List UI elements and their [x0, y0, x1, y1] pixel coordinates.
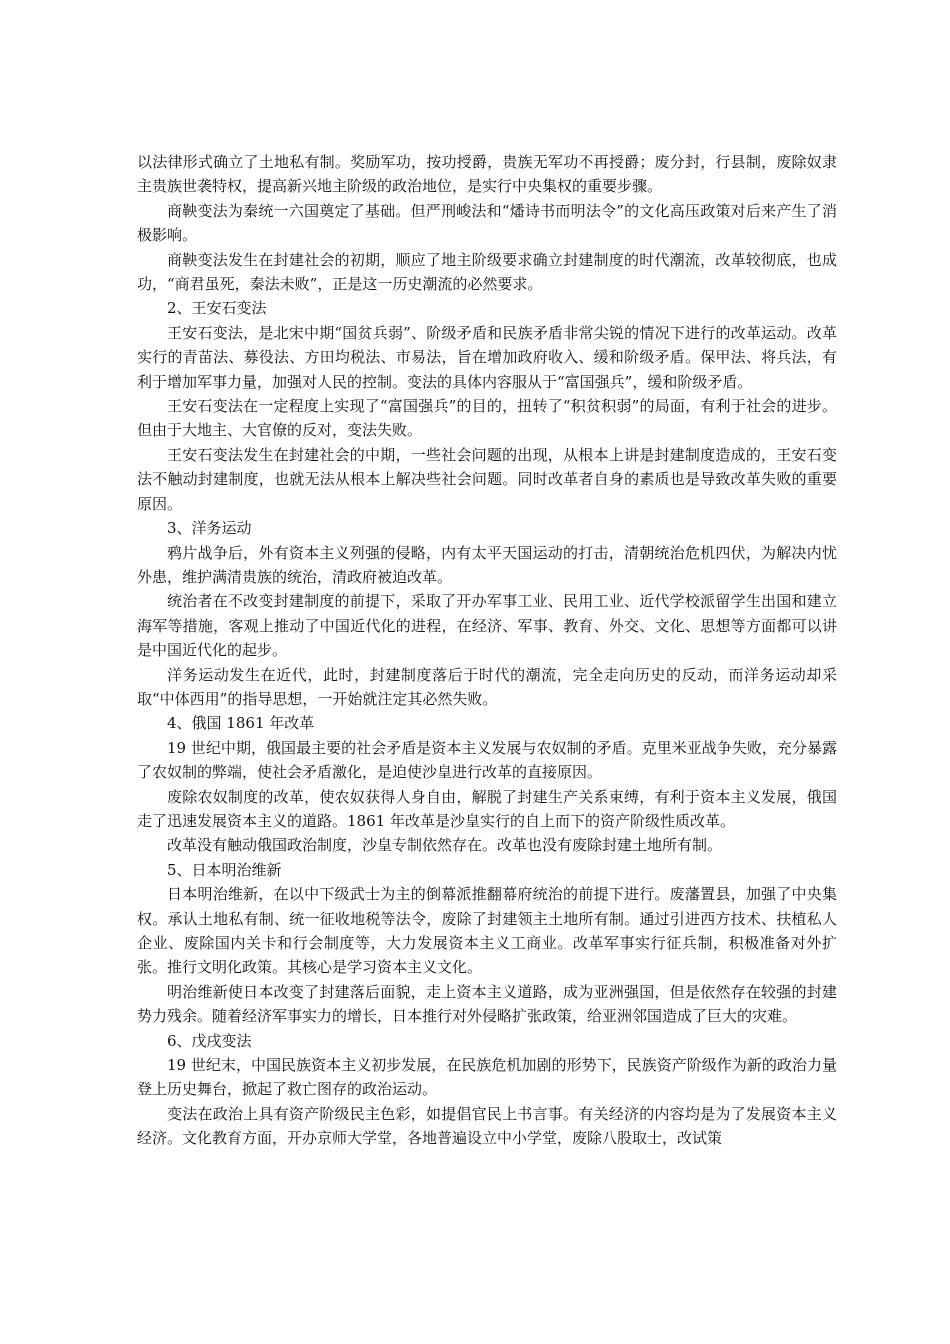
section-heading: 4、俄国 1861 年改革	[167, 714, 315, 733]
paragraph: 19 世纪中期，俄国最主要的社会矛盾是资本主义发展与农奴制的矛盾。克里米亚战争失败，充分暴露了农奴制的弊端，使社会矛盾激化，是迫使沙皇进行改革的直接原因。	[137, 738, 837, 782]
paragraph: 明治维新使日本改变了封建落后面貌，走上资本主义道路，成为亚洲强国，但是依然存在较强的封建势力残余。随着经济军事实力的增长，日本推行对外侵略扩张政策，给亚洲邻国造成了巨大的灾难。	[137, 982, 837, 1026]
paragraph: 变法在政治上具有资产阶级民主色彩，如提倡官民上书言事。有关经济的内容均是为了发展资本主义经济。文化教育方面，开办京师大学堂，各地普遍设立中小学堂，废除八股取士，改试策	[137, 1104, 837, 1148]
section-heading: 2、王安石变法	[167, 299, 267, 318]
paragraph: 改革没有触动俄国政治制度，沙皇专制依然存在。改革也没有废除封建土地所有制。	[167, 836, 723, 855]
section-heading: 5、日本明治维新	[167, 860, 282, 879]
paragraph: 鸦片战争后，外有资本主义列强的侵略，内有太平天国运动的打击，清朝统治危机四伏，为解决内忧外患，维护满清贵族的统治，清政府被迫改革。	[137, 543, 837, 586]
paragraph: 商鞅变法为秦统一六国奠定了基础。但严刑峻法和“燔诗书而明法令”的文化高压政策对后来产生了消极影响。	[137, 201, 837, 245]
paragraph: 王安石变法发生在封建社会的中期，一些社会问题的出现，从根本上讲是封建制度造成的，王安石变法不触动封建制度，也就无法从根本上解决些社会问题。同时改革者自身的素质也是导致改革失败的重要原因。	[137, 445, 837, 513]
section-heading: 6、戊戌变法	[167, 1031, 252, 1050]
paragraph: 洋务运动发生在近代，此时，封建制度落后于时代的潮流，完全走向历史的反动，而洋务运动却采取“中体西用”的指导思想，一开始就注定其必然失败。	[137, 665, 837, 708]
paragraph: 统治者在不改变封建制度的前提下，采取了开办军事工业、民用工业、近代学校派留学生出国和建立海军等措施，客观上推动了中国近代化的进程，在经济、军事、教育、外交、文化、思想等方面都可以讲是中国近代化的起步。	[137, 592, 837, 660]
paragraph: 商鞅变法发生在封建社会的初期，顺应了地主阶级要求确立封建制度的时代潮流，改革较彻底，也成功，“商君虽死，秦法未败”，正是这一历史潮流的必然要求。	[137, 250, 837, 294]
paragraph: 以法律形式确立了土地私有制。奖励军功，按功授爵，贵族无军功不再授爵；废分封，行县制，废除奴隶主贵族世袭特权，提高新兴地主阶级的政治地位，是实行中央集权的重要步骤。	[137, 153, 837, 196]
paragraph: 日本明治维新，在以中下级武士为主的倒幕派推翻幕府统治的前提下进行。废藩置县，加强了中央集权。承认土地私有制、统一征收地税等法令，废除了封建领主土地所有制。通过引进西方技术、扶植私人企业、废除国内关卡和行会制度等，大力发展资本主义工商业。改革军事实行征兵制，积极准备对外扩张。推行文明化政策。其核心是学习资本主义文化。	[137, 885, 837, 977]
paragraph: 王安石变法在一定程度上实现了“富国强兵”的目的，扭转了“积贫积弱”的局面，有利于社会的进步。但由于大地主、大官僚的反对，变法失败。	[137, 397, 837, 440]
paragraph: 废除农奴制度的改革，使农奴获得人身自由，解脱了封建生产关系束缚，有利于资本主义发展，俄国走了迅速发展资本主义的道路。1861 年改革是沙皇实行的自上而下的资产阶级性质改革。	[137, 787, 837, 830]
paragraph: 王安石变法，是北宋中期“国贫兵弱”、阶级矛盾和民族矛盾非常尖锐的情况下进行的改革运动。改革实行的青苗法、募役法、方田均税法、市易法，旨在增加政府收入、缓和阶级矛盾。保甲法、将兵法，有利于增加军事力量，加强对人民的控制。变法的具体内容服从于“富国强兵”，缓和阶级矛盾。	[137, 323, 837, 391]
document-body	[137, 150, 837, 1151]
section-heading: 3、洋务运动	[167, 519, 252, 538]
paragraph: 19 世纪末，中国民族资本主义初步发展，在民族危机加剧的形势下，民族资产阶级作为新的政治力量登上历史舞台，掀起了救亡图存的政治运动。	[137, 1056, 837, 1099]
